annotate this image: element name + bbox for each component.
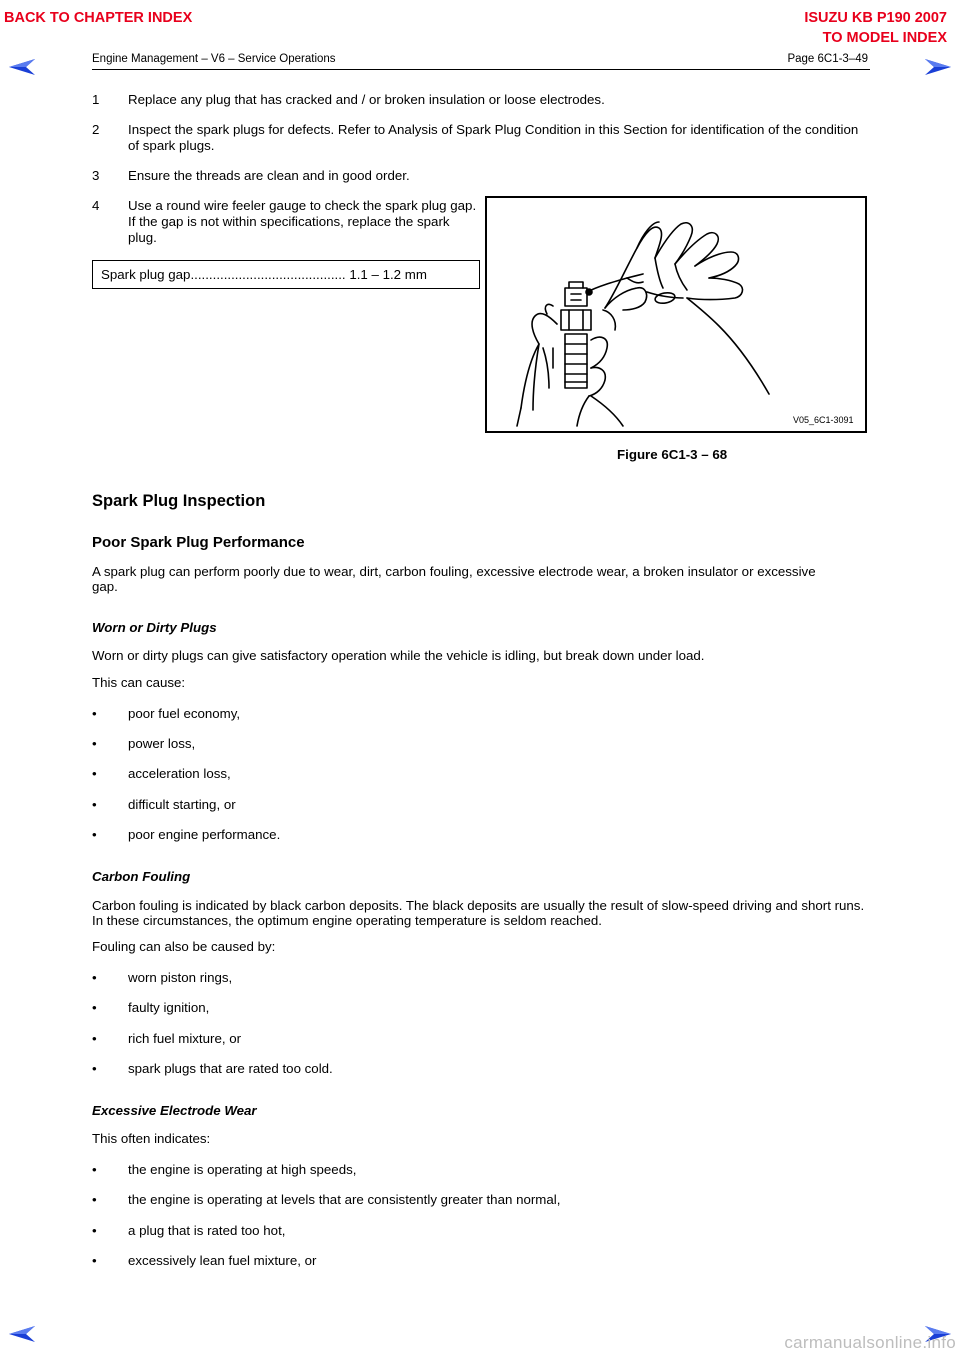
spec-value: 1.1 – 1.2 mm <box>349 267 427 282</box>
step-2 <box>92 122 870 154</box>
carbon-fouling-lead: Fouling can also be caused by: <box>92 939 276 954</box>
step-text: Inspect the spark plugs for defects. Refer to Analysis of Spark Plug Condition in this Section for identification of the condition of spark plugs. <box>128 122 859 153</box>
step-number: 2 <box>92 122 100 137</box>
step-number: 3 <box>92 168 100 183</box>
worn-plugs-paragraph: Worn or dirty plugs can give satisfactory operation while the vehicle is idling, but break down under load. <box>92 648 705 663</box>
model-title[interactable]: ISUZU KB P190 2007 <box>804 10 947 26</box>
carbon-fouling-paragraph: Carbon fouling is indicated by black carbon deposits. The black deposits are usually the result of slow-speed driving and short runs. In these circumstances, the optimum engine operating temperature is seldom reached. <box>92 898 865 928</box>
hand-with-spark-plug-drawing <box>487 198 865 431</box>
section-title: Spark Plug Inspection <box>92 492 266 510</box>
back-to-chapter-index-link[interactable]: BACK TO CHAPTER INDEX <box>4 10 193 26</box>
step-text: Replace any plug that has cracked and / or broken insulation or loose electrodes. <box>128 92 605 107</box>
worn-plugs-lead: This can cause: <box>92 675 186 690</box>
section-subtitle: Poor Spark Plug Performance <box>92 534 305 551</box>
step-number: 1 <box>92 92 100 107</box>
step-text: Ensure the threads are clean and in good order. <box>128 168 410 183</box>
header-section-title: Engine Management – V6 – Service Operations <box>92 53 336 65</box>
figure-caption: Figure 6C1-3 – 68 <box>617 447 728 462</box>
to-model-index-link[interactable]: TO MODEL INDEX <box>822 30 947 46</box>
spark-plug-gap-spec <box>92 260 480 289</box>
electrode-wear-lead: This often indicates: <box>92 1131 211 1146</box>
next-page-arrow-icon[interactable] <box>924 58 952 76</box>
step-4 <box>92 198 480 246</box>
step-number: 4 <box>92 198 100 213</box>
step-3 <box>92 168 870 184</box>
previous-page-arrow-icon[interactable] <box>8 58 36 76</box>
feeler-gauge-illustration <box>485 196 867 433</box>
spec-leader-dots: .......................................... <box>190 267 346 282</box>
site-watermark: carmanualsonline.info <box>784 1333 956 1352</box>
spec-label: Spark plug gap <box>101 267 191 282</box>
section-intro: A spark plug can perform poorly due to wear, dirt, carbon fouling, excessive electrode wear, a broken insulator or excessive gap. <box>92 564 816 594</box>
electrode-wear-heading: Excessive Electrode Wear <box>92 1103 257 1118</box>
step-text: Use a round wire feeler gauge to check the spark plug gap. If the gap is not within specifications, replace the spark plug. <box>128 198 477 245</box>
previous-page-arrow-bottom-icon[interactable] <box>8 1325 36 1343</box>
carbon-fouling-heading: Carbon Fouling <box>92 869 191 884</box>
header-page-number: Page 6C1-3–49 <box>787 53 868 65</box>
step-1 <box>92 92 870 108</box>
worn-plugs-heading: Worn or Dirty Plugs <box>92 620 217 635</box>
header-divider <box>92 69 870 70</box>
figure-image-code: V05_6C1-3091 <box>793 415 854 425</box>
